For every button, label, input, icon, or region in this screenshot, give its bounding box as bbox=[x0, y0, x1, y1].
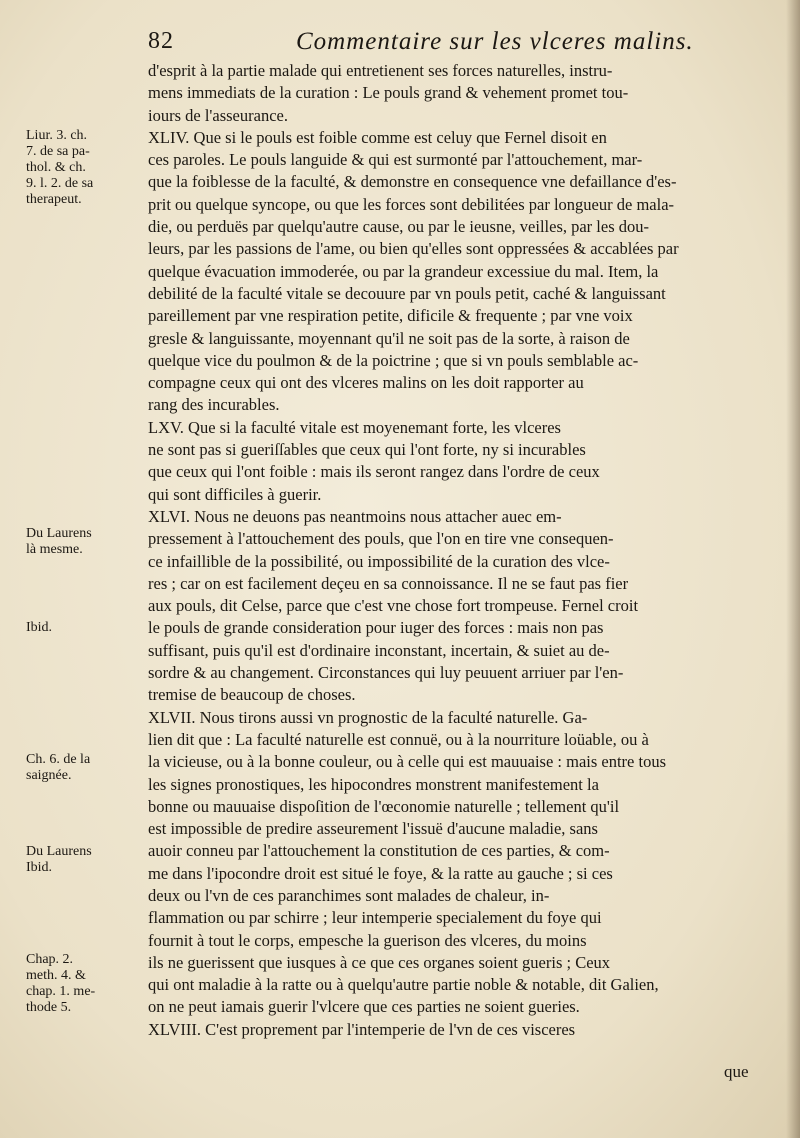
margin-note-line: therapeut. bbox=[26, 192, 82, 207]
text-line: gresle & languissante, moyennant qu'il ne soit pas de la sorte, à raison de bbox=[148, 328, 630, 348]
text-line: que ceux qui l'ont foible : mais ils seront rangez dans l'ordre de ceux bbox=[148, 462, 600, 482]
margin-note bbox=[26, 952, 144, 1016]
margin-note-line: Du Laurens bbox=[26, 526, 92, 541]
text-line: auoir conneu par l'attouchement la constitution de ces parties, & com- bbox=[148, 841, 610, 861]
margin-note-line: Du Laurens bbox=[26, 844, 92, 859]
text-line: bonne ou mauuaise dispoſition de l'œconomie naturelle ; tellement qu'il bbox=[148, 796, 620, 816]
text-line: pressement à l'attouchement des pouls, que l'on en tire vne consequen- bbox=[148, 529, 614, 549]
text-line: rang des incurables. bbox=[148, 395, 280, 415]
text-line: res ; car on est facilement deçeu en sa connoissance. Il ne se faut pas fier bbox=[148, 573, 629, 593]
text-line: suffisant, puis qu'il est d'ordinaire inconstant, incertain, & suiet au de- bbox=[148, 640, 610, 660]
text-line: on ne peut iamais guerir l'vlcere que ces parties ne soient gueries. bbox=[148, 997, 580, 1017]
catchword: que bbox=[724, 1062, 749, 1081]
text-line: debilité de la faculté vitale se decouure par vn pouls petit, caché & languissant bbox=[148, 283, 666, 303]
text-line: LXV. Que si la faculté vitale est moyenemant forte, les vlceres bbox=[148, 417, 561, 437]
text-line: pareillement par vne respiration petite, dificile & frequente ; par vne voix bbox=[148, 306, 633, 326]
margin-note-line: saignée. bbox=[26, 768, 72, 783]
text-line: ils ne guerissent que iusques à ce que ces organes soient gueris ; Ceux bbox=[148, 952, 611, 972]
text-line: tremise de beaucoup de choses. bbox=[148, 685, 356, 705]
text-line: ces paroles. Le pouls languide & qui est surmonté par l'attouchement, mar- bbox=[148, 150, 643, 170]
text-line: XLVII. Nous tirons aussi vn prognostic de la faculté naturelle. Ga- bbox=[148, 707, 588, 727]
margin-note-line: thode 5. bbox=[26, 1000, 72, 1015]
page-number: 82 bbox=[148, 28, 174, 54]
text-line: mens immediats de la curation : Le pouls grand & vehement promet tou- bbox=[148, 83, 629, 103]
text-line: sordre & au changement. Circonstances qui luy peuuent arriuer par l'en- bbox=[148, 663, 624, 683]
text-line: aux pouls, dit Celse, parce que c'est vne chose fort trompeuse. Fernel croit bbox=[148, 596, 639, 616]
margin-note-line: Ch. 6. de la bbox=[26, 752, 91, 767]
body-text bbox=[148, 60, 760, 1041]
text-line: lien dit que : La faculté naturelle est connuë, ou à la nourriture loüable, ou à bbox=[148, 729, 649, 749]
text-line: quelque vice du poulmon & de la poictrine ; que si vn pouls semblable ac- bbox=[148, 350, 639, 370]
text-line: la vicieuse, ou à la bonne couleur, ou à celle qui est mauuaise : mais entre tous bbox=[148, 752, 667, 772]
margin-note-line: Ibid. bbox=[26, 620, 53, 635]
text-line: XLVI. Nous ne deuons pas neantmoins nous attacher auec em- bbox=[148, 506, 562, 526]
margin-note-line: Chap. 2. bbox=[26, 952, 74, 967]
text-line: deux ou l'vn de ces paranchimes sont malades de chaleur, in- bbox=[148, 885, 550, 905]
margin-note-line: thol. & ch. bbox=[26, 160, 86, 175]
margin-note bbox=[26, 128, 144, 208]
text-line: leurs, par les passions de l'ame, ou bien qu'elles sont oppressées & accablées par bbox=[148, 239, 679, 259]
text-line: XLIV. Que si le pouls est foible comme est celuy que Fernel disoit en bbox=[148, 127, 607, 147]
text-line: die, ou perduës par quelqu'autre cause, ou par le ieusne, veilles, par les dou- bbox=[148, 217, 650, 237]
text-line: flammation ou par schirre ; leur intemperie specialement du foye qui bbox=[148, 908, 602, 928]
text-line: d'esprit à la partie malade qui entretienent ses forces naturelles, instru- bbox=[148, 61, 613, 80]
text-line: me dans l'ipocondre droit est situé le foye, & la ratte au gauche ; si ces bbox=[148, 863, 613, 883]
margin-note-line: Liur. 3. ch. bbox=[26, 128, 88, 143]
margin-note-line: chap. 1. me- bbox=[26, 984, 96, 999]
text-line: quelque évacuation immoderée, ou par la grandeur excessiue du mal. Item, la bbox=[148, 261, 659, 281]
margin-note-line: là mesme. bbox=[26, 542, 83, 557]
margin-note bbox=[26, 620, 144, 636]
text-line: le pouls de grande consideration pour iuger des forces : mais non pas bbox=[148, 618, 604, 638]
margin-note-line: meth. 4. & bbox=[26, 968, 86, 983]
text-line: XLVIII. C'est proprement par l'intemperie de l'vn de ces visceres bbox=[148, 1019, 576, 1039]
margin-note bbox=[26, 752, 144, 784]
text-line: est impossible de predire asseurement l'issuë d'aucune maladie, sans bbox=[148, 819, 598, 839]
margin-note-line: Ibid. bbox=[26, 860, 53, 875]
running-title: Commentaire sur les vlceres malins. bbox=[296, 28, 694, 55]
margin-note-line: 7. de sa pa- bbox=[26, 144, 90, 159]
text-line: ne sont pas si gueriſſables que ceux qui l'ont forte, ny si incurables bbox=[148, 440, 586, 460]
text-line: prit ou quelque syncope, ou que les forces sont debilitées par longueur de mala- bbox=[148, 194, 675, 214]
text-line: ce infaillible de la possibilité, ou impossibilité de la curation des vlce- bbox=[148, 551, 610, 571]
text-line: que la foiblesse de la faculté, & demonstre en consequence vne defaillance d'es- bbox=[148, 172, 677, 192]
text-line: qui sont difficiles à guerir. bbox=[148, 484, 322, 504]
margin-note bbox=[26, 526, 144, 558]
page-edge-shadow bbox=[786, 0, 800, 1138]
text-line: iours de l'asseurance. bbox=[148, 105, 288, 125]
margin-note-line: 9. l. 2. de sa bbox=[26, 176, 94, 191]
text-line: fournit à tout le corps, empesche la guerison des vlceres, du moins bbox=[148, 930, 587, 950]
text-line: compagne ceux qui ont des vlceres malins on les doit rapporter au bbox=[148, 373, 584, 393]
text-line: les signes pronostiques, les hipocondres monstrent manifestement la bbox=[148, 774, 599, 794]
text-line: qui ont maladie à la ratte ou à quelqu'autre partie noble & notable, dit Galien, bbox=[148, 975, 659, 995]
margin-note bbox=[26, 844, 144, 876]
